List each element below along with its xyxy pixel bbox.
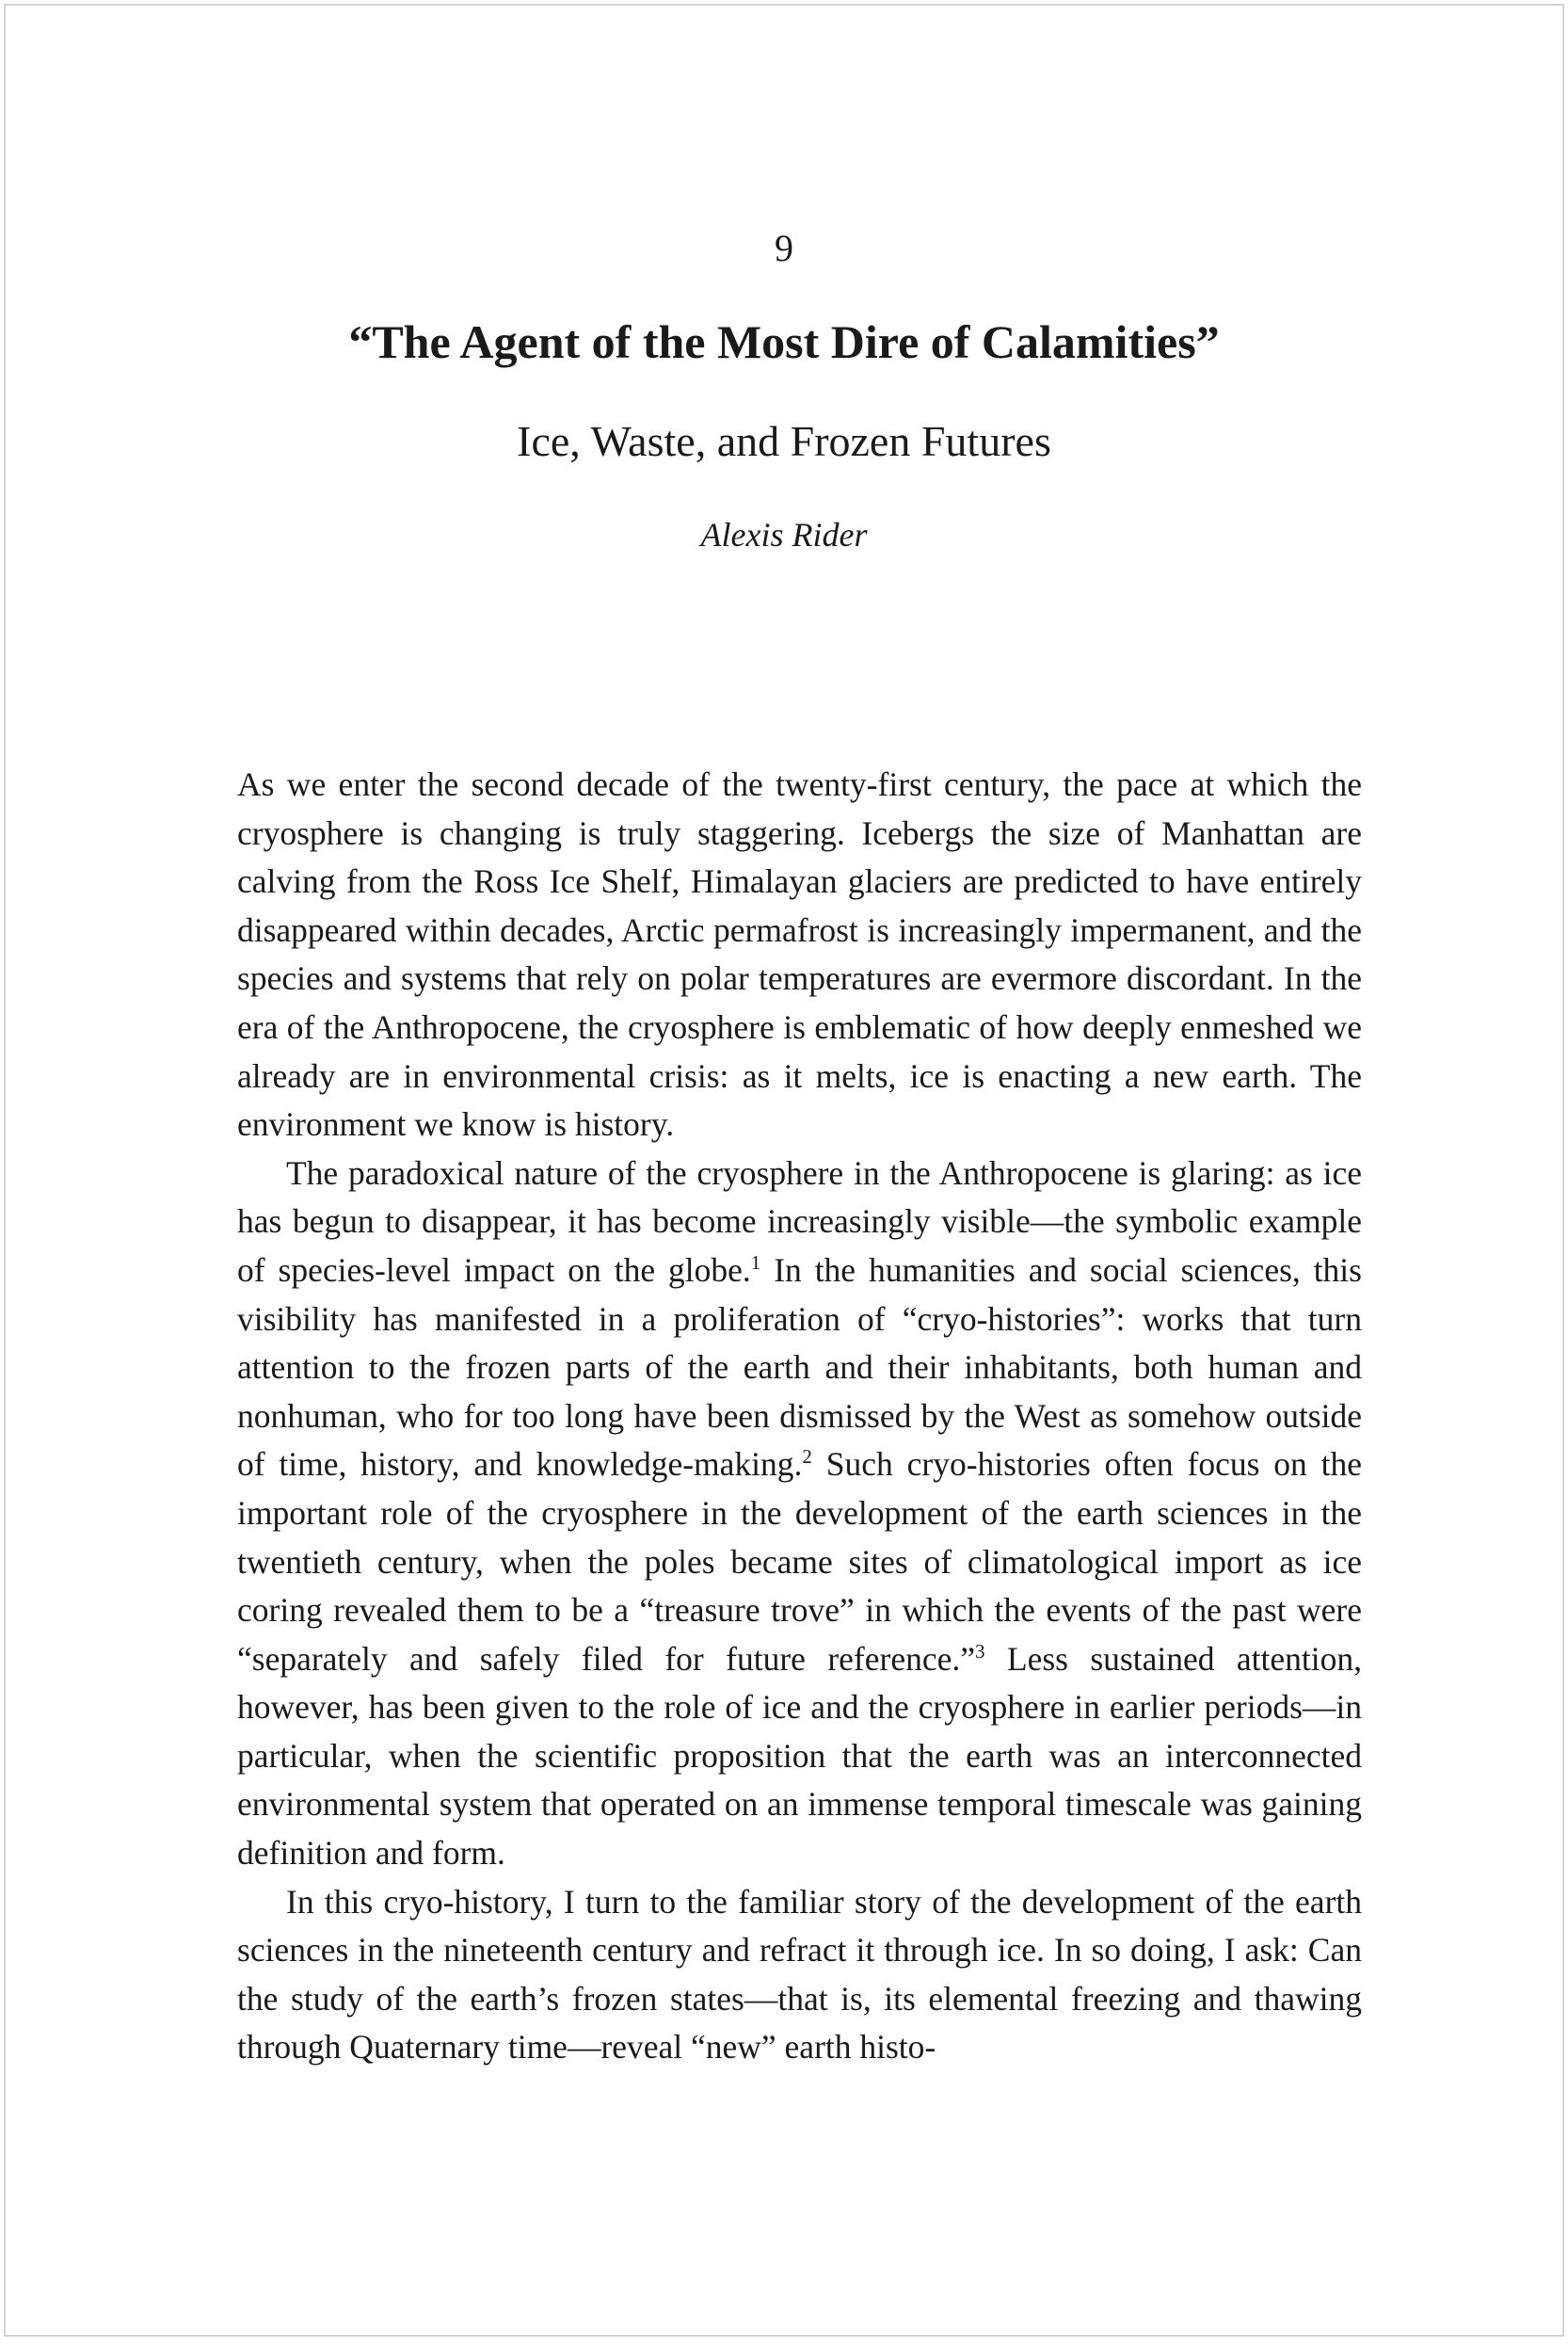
paragraph-3: In this cryo-history, I turn to the familiar story of the development of the earth sciences in the nineteenth century and refract it through ice. In so doing, I ask: Can the study of the earth’s frozen states—that is, its elemental freezing and thawing through Quaternary time—reveal “new” earth histo- bbox=[237, 1882, 1362, 2067]
paragraph-2-text-b: In the humanities and social sciences, this visibility has manifested in a proliferation of “cryo-histories”: works that turn attention to the frozen parts of the earth and their inhabitants, both human and nonhuman, who for too long have been dismissed by the West as somehow outside of time, history, and knowledge-making. bbox=[237, 1250, 1362, 1484]
paragraph-1: As we enter the second decade of the twenty-first century, the pace at which the cryosphere is changing is truly staggering. Icebergs the size of Manhattan are calving from the Ross Ice Shelf, Himalayan glaciers are predicted to have entirely disappeared within decades, Arctic permafrost is increasingly impermanent, and the species and systems that rely on polar temperatures are evermore discordant. In the era of the Anthropocene, the cryosphere is emblematic of how deeply enmeshed we already are in environmental crisis: as it melts, ice is enacting a new earth. The environment we know is history. bbox=[237, 765, 1362, 1144]
chapter-author: Alexis Rider bbox=[700, 516, 868, 554]
paragraph-2-text-a: The paradoxical nature of the cryosphere in the Anthropocene is glaring: as ice has begun to disappear, it has become increasingly visible—the symbolic example of species-level impact on the globe. bbox=[237, 1153, 1362, 1289]
chapter-number: 9 bbox=[775, 227, 793, 269]
chapter-body bbox=[237, 761, 1362, 2072]
chapter-subtitle: Ice, Waste, and Frozen Futures bbox=[517, 417, 1051, 465]
footnote-ref-3[interactable]: 3 bbox=[974, 1639, 985, 1663]
paragraph-2-text-c: Such cryo-histories often focus on the important role of the cryosphere in the development of the earth sciences in the twentieth century, when the poles became sites of climatological import as ice coring revealed them to be a “treasure trove” in which the events of the past were “separately and safely filed for future reference.” bbox=[237, 1445, 1362, 1678]
paragraph-2-text-d: Less sustained attention, however, has been given to the role of ice and the cryosphere in earlier periods—in particular, when the scientific proposition that the earth was an interconnected environmental system that operated on an immense temporal timescale was gaining definition and form. bbox=[237, 1639, 1362, 1873]
footnote-ref-1[interactable]: 1 bbox=[750, 1250, 761, 1274]
footnote-ref-2[interactable]: 2 bbox=[802, 1445, 812, 1469]
book-page bbox=[4, 4, 1564, 2337]
paragraph-2 bbox=[237, 1150, 1362, 1878]
chapter-title: “The Agent of the Most Dire of Calamities” bbox=[348, 315, 1220, 368]
